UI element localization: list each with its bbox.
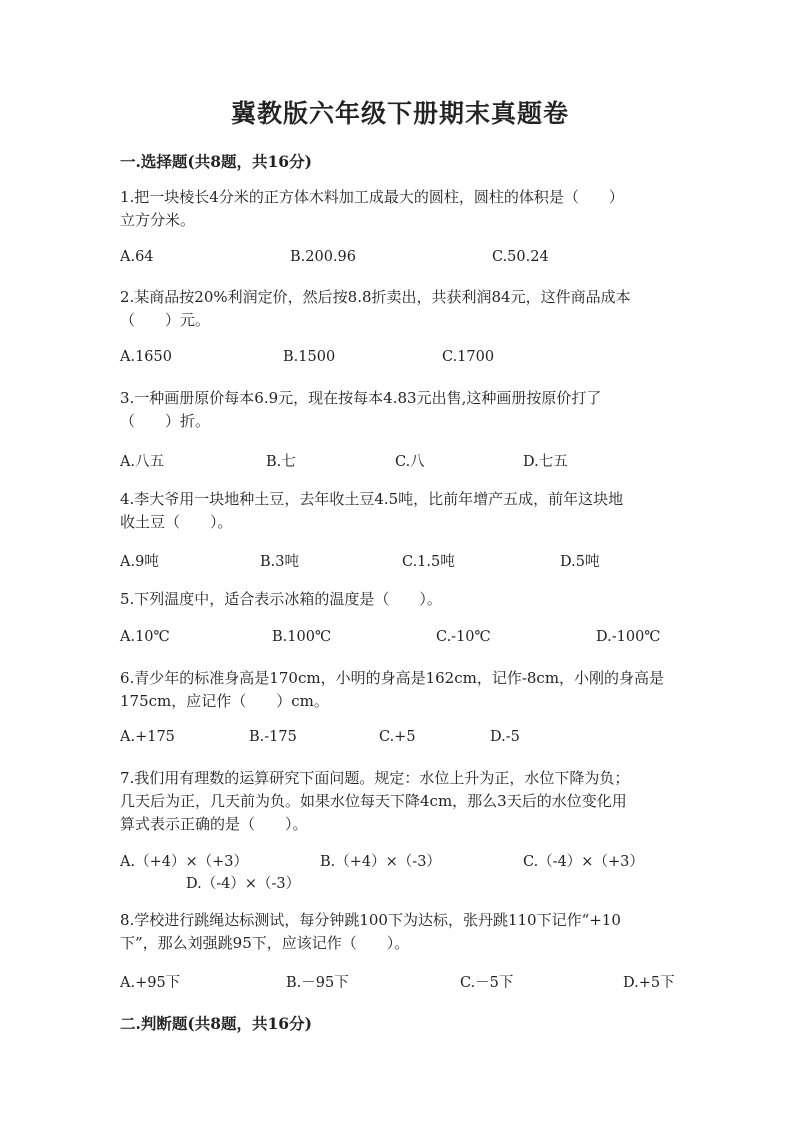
question-line: 5.下列温度中，适合表示冰箱的温度是（ ）。 [120, 590, 442, 608]
option-c: C.50.24 [492, 249, 549, 265]
page-title: 冀教版六年级下册期末真题卷 [230, 99, 569, 128]
question-line: 下”，那么刘强跳95下，应该记作（ ）。 [120, 934, 410, 952]
option-b: B.-175 [249, 729, 297, 745]
options-5 [120, 629, 700, 651]
option-a: A.9吨 [120, 554, 159, 570]
option-b: B.－95下 [286, 975, 349, 991]
option-a: A.八五 [120, 454, 165, 470]
option-b: B.（+4）×（-3） [320, 854, 441, 870]
question-line: 收土豆（ ）。 [120, 513, 233, 531]
question-line: 175cm，应记作（ ）cm。 [120, 692, 329, 710]
question-line: 7.我们用有理数的运算研究下面问题。规定：水位上升为正，水位下降为负； [120, 769, 630, 787]
option-d: D.-5 [490, 729, 520, 745]
option-a: A.（+4）×（+3） [120, 854, 248, 870]
options-1 [120, 249, 700, 271]
option-c: C.1.5吨 [402, 554, 455, 570]
options-7 [120, 850, 700, 872]
question-line: （ ）折。 [120, 412, 211, 430]
question-7 [120, 767, 680, 836]
options-8 [120, 971, 700, 993]
section-heading-choice: 一.选择题(共8题，共16分) [120, 152, 312, 171]
question-6 [120, 667, 680, 713]
option-a: A.64 [120, 249, 154, 265]
question-line: 立方分米。 [120, 211, 196, 229]
question-line: 8.学校进行跳绳达标测试，每分钟跳100下为达标，张丹跳110下记作“+10 [120, 911, 621, 929]
option-d: D.-100℃ [596, 629, 661, 645]
option-d: D.5吨 [560, 554, 600, 570]
option-c: C.八 [395, 454, 425, 470]
options-2 [120, 349, 700, 371]
option-b: B.1500 [283, 349, 336, 365]
option-c: C.+5 [379, 729, 416, 745]
question-8 [120, 909, 680, 955]
option-d: D.七五 [523, 454, 568, 470]
question-2 [120, 286, 680, 332]
options-7-row2 [120, 872, 700, 894]
question-line: 4.李大爷用一块地种土豆，去年收土豆4.5吨，比前年增产五成，前年这块地 [120, 490, 624, 508]
option-b: B.200.96 [290, 249, 357, 265]
option-d: D.（-4）×（-3） [186, 876, 301, 892]
section-heading-judgement: 二.判断题(共8题，共16分) [120, 1014, 312, 1033]
options-3 [120, 450, 700, 472]
question-line: 1.把一块棱长4分米的正方体木料加工成最大的圆柱，圆柱的体积是（ ） [120, 188, 624, 206]
option-b: B.七 [266, 454, 296, 470]
question-line: 算式表示正确的是（ ）。 [120, 815, 308, 833]
option-d: D.+5下 [623, 975, 675, 991]
question-3 [120, 387, 680, 433]
question-1 [120, 186, 680, 232]
option-c: C.-10℃ [436, 629, 491, 645]
question-line: （ ）元。 [120, 311, 211, 329]
option-b: B.3吨 [260, 554, 299, 570]
options-6 [120, 729, 700, 751]
question-4 [120, 488, 680, 534]
option-a: A.10℃ [120, 629, 170, 645]
option-b: B.100℃ [272, 629, 332, 645]
question-5 [120, 588, 680, 611]
options-4 [120, 550, 700, 572]
option-a: A.+175 [120, 729, 175, 745]
question-line: 几天后为正，几天前为负。如果水位每天下降4cm，那么3天后的水位变化用 [120, 792, 627, 810]
option-a: A.+95下 [120, 975, 181, 991]
question-line: 2.某商品按20%利润定价，然后按8.8折卖出，共获利润84元，这件商品成本 [120, 288, 631, 306]
option-c: C.（-4）×（+3） [523, 854, 644, 870]
question-line: 3.一种画册原价每本6.9元，现在按每本4.83元出售,这种画册按原价打了 [120, 389, 602, 407]
option-a: A.1650 [120, 349, 172, 365]
question-line: 6.青少年的标准身高是170cm，小明的身高是162cm，记作-8cm，小刚的身高是 [120, 669, 665, 687]
option-c: C.1700 [442, 349, 495, 365]
option-c: C.－5下 [460, 975, 514, 991]
